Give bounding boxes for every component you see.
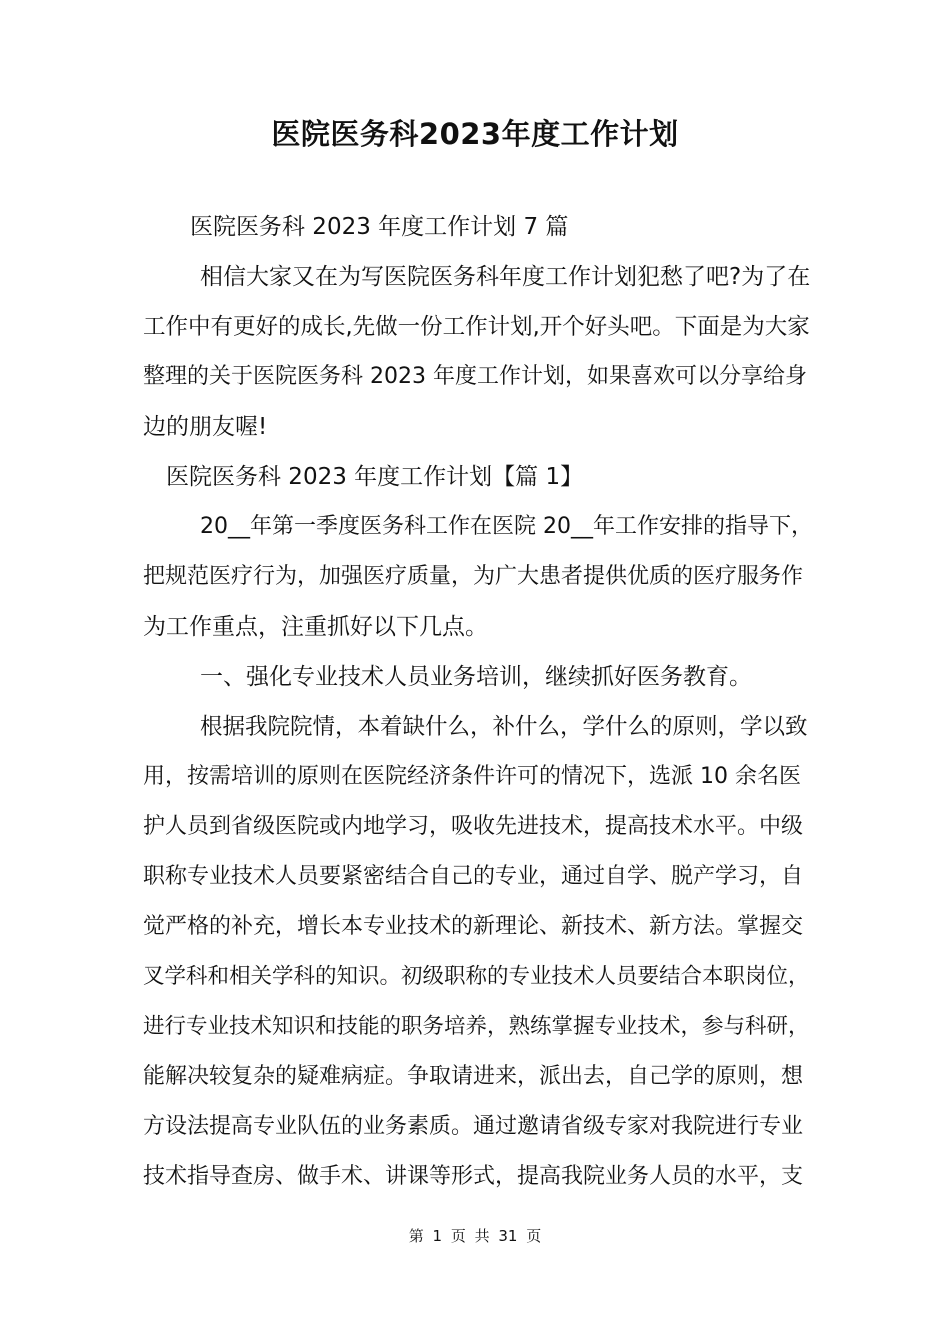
paragraph-line: 职称专业技术人员要紧密结合自己的专业，通过自学、脱产学习，自 xyxy=(143,864,804,889)
paragraph-line: 把规范医疗行为，加强医疗质量，为广大患者提供优质的医疗服务作 xyxy=(143,564,804,589)
paragraph-line: 边的朋友喔! xyxy=(143,414,268,440)
paragraph-line: 进行专业技术知识和技能的职务培养，熟练掌握专业技术，参与科研， xyxy=(143,1014,810,1039)
paragraph-line: 整理的关于医院医务科 2023 年度工作计划，如果喜欢可以分享给身 xyxy=(143,364,807,389)
subtitle-line: 医院医务科 2023 年度工作计划 7 篇 xyxy=(190,214,569,240)
paragraph-line: 用，按需培训的原则在医院经济条件许可的情况下，选派 10 余名医 xyxy=(143,764,801,789)
page-footer: 第 1 页 共 31 页 xyxy=(408,1227,542,1245)
paragraph-line: 能解决较复杂的疑难病症。争取请进来，派出去，自己学的原则，想 xyxy=(143,1064,804,1089)
paragraph-line: 20__年第一季度医务科工作在医院 20__年工作安排的指导下， xyxy=(200,514,813,539)
subsection-heading: 一、强化专业技术人员业务培训，继续抓好医务教育。 xyxy=(200,664,752,690)
paragraph-line: 根据我院院情，本着缺什么，补什么，学什么的原则，学以致 xyxy=(200,714,808,740)
paragraph-line: 技术指导查房、做手术、讲课等形式，提高我院业务人员的水平，支 xyxy=(143,1164,804,1189)
paragraph-line: 为工作重点，注重抓好以下几点。 xyxy=(143,614,488,640)
paragraph-line: 相信大家又在为写医院医务科年度工作计划犯愁了吧?为了在 xyxy=(200,264,811,290)
document-title: 医院医务科2023年度工作计划 xyxy=(271,117,679,151)
section-heading: 医院医务科 2023 年度工作计划【篇 1】 xyxy=(166,464,584,490)
paragraph-line: 工作中有更好的成长,先做一份工作计划,开个好头吧。下面是为大家 xyxy=(143,314,810,340)
paragraph-line: 护人员到省级医院或内地学习，吸收先进技术，提高技术水平。中级 xyxy=(143,814,804,839)
paragraph-line: 叉学科和相关学科的知识。初级职称的专业技术人员要结合本职岗位， xyxy=(143,964,810,989)
paragraph-line: 方设法提高专业队伍的业务素质。通过邀请省级专家对我院进行专业 xyxy=(143,1114,804,1139)
paragraph-line: 觉严格的补充，增长本专业技术的新理论、新技术、新方法。掌握交 xyxy=(143,914,804,939)
